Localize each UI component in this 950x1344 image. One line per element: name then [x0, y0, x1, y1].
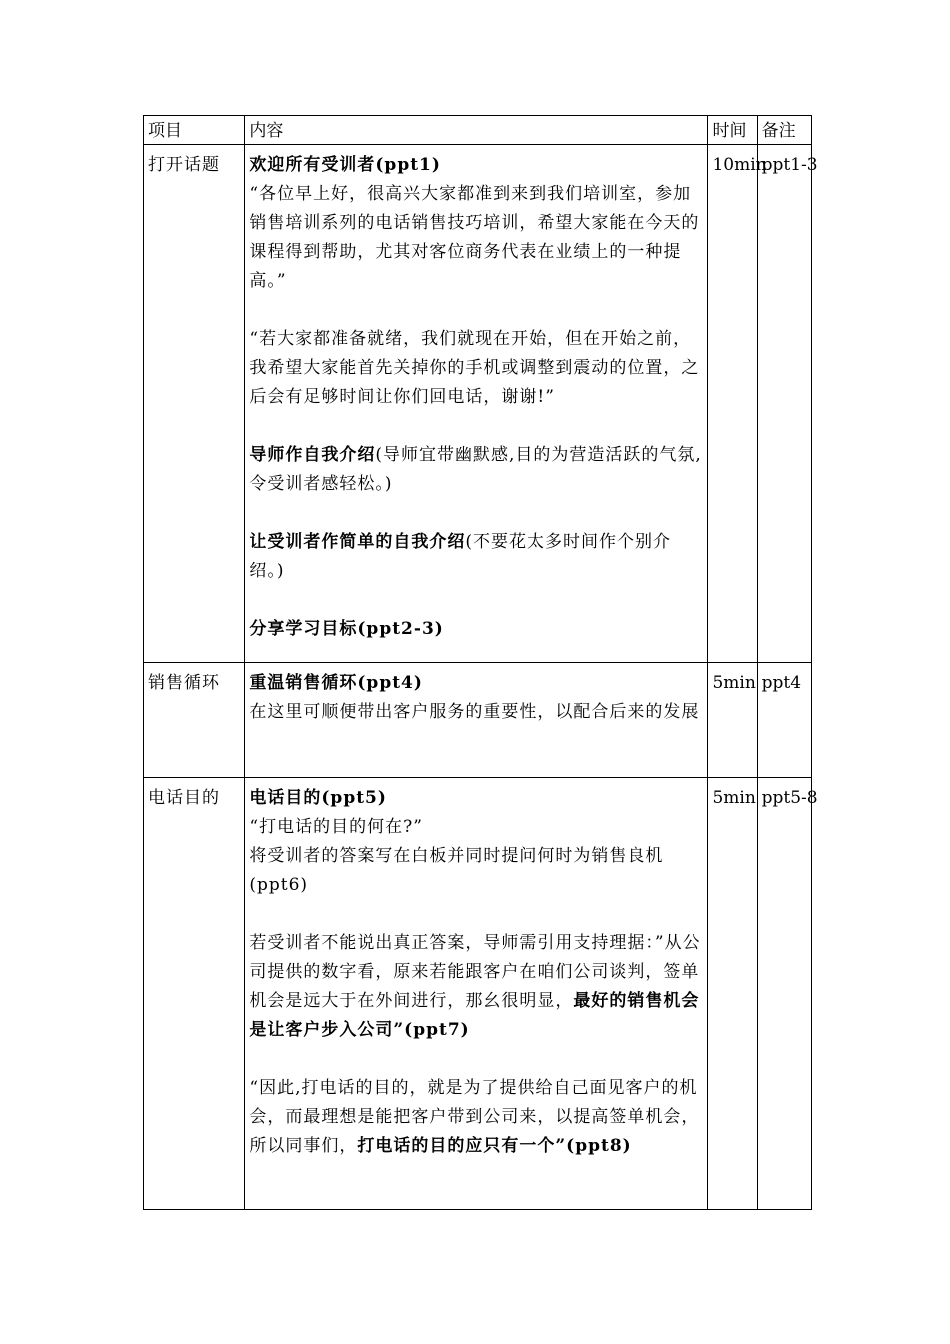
row-note: ppt5-8	[757, 778, 811, 1210]
header-content: 内容	[245, 116, 708, 145]
paragraph-text: (导师宜带幽默感,目的为营造活跃的气氛,令受训者感轻松。)	[249, 445, 702, 494]
row-time: 10min	[708, 145, 757, 663]
row-note: ppt1-3	[757, 145, 811, 663]
table-header-row	[144, 116, 812, 145]
row-item: 电话目的	[144, 778, 245, 1210]
paragraph: “若大家都准备就绪，我们就现在开始，但在开始之前，我希望大家能首先关掉你的手机或调整到震动的位置，之后会有足够时间让你们回电话，谢谢!”	[249, 329, 700, 407]
paragraph: 在这里可顺便带出客户服务的重要性，以配合后来的发展	[249, 702, 700, 722]
paragraph	[249, 929, 704, 1045]
header-time: 时间	[708, 116, 757, 145]
table-row	[144, 145, 812, 663]
paragraph: 将受训者的答案写在白板并同时提问何时为销售良机(ppt6)	[249, 846, 664, 895]
bold-lead: 导师作自我介绍	[249, 445, 376, 465]
row-content	[245, 663, 708, 778]
table-row	[144, 778, 812, 1210]
paragraph-text: 若受训者不能说出真正答案，导师需引用支持理据：”从公司提供的数字看，原来若能跟客户在咱们公司谈判，签单机会是远大于在外间进行，那幺很明显，	[249, 933, 701, 1011]
row-content	[245, 778, 708, 1210]
section-title: 欢迎所有受训者(ppt1)	[249, 155, 441, 175]
row-item: 打开话题	[144, 145, 245, 663]
row-content	[245, 145, 708, 663]
bold-emphasis: 最好的销售机会是让客户步入公司”(ppt7)	[249, 991, 700, 1040]
section-title: 重温销售循环(ppt4)	[249, 673, 423, 693]
bold-emphasis: 打电话的目的应只有一个”(ppt8)	[357, 1136, 632, 1156]
paragraph: “打电话的目的何在?”	[249, 817, 423, 837]
bold-lead: 让受训者作简单的自我介绍	[249, 532, 466, 552]
row-note: ppt4	[757, 663, 811, 778]
paragraph-text: “因此,打电话的目的，就是为了提供给自己面见客户的机会，而最理想是能把客户带到公司来，以提高签单机会，所以同事们，	[249, 1078, 700, 1156]
paragraph	[249, 528, 704, 586]
paragraph: “各位早上好，很高兴大家都准到来到我们培训室，参加销售培训系列的电话销售技巧培训，希望大家能在今天的课程得到帮助，尤其对客位商务代表在业绩上的一种提高。”	[249, 184, 700, 291]
paragraph-text: (不要花太多时间作个别介绍。)	[249, 532, 672, 581]
training-plan-table	[143, 115, 818, 1210]
section-title: 电话目的(ppt5)	[249, 788, 387, 808]
row-time: 5min	[708, 663, 757, 778]
table-row	[144, 663, 812, 778]
row-item: 销售循环	[144, 663, 245, 778]
section-title: 分享学习目标(ppt2-3)	[249, 619, 444, 639]
paragraph	[249, 441, 704, 499]
row-time: 5min	[708, 778, 757, 1210]
header-note: 备注	[757, 116, 811, 145]
header-item: 项目	[144, 116, 245, 145]
paragraph	[249, 1074, 704, 1161]
